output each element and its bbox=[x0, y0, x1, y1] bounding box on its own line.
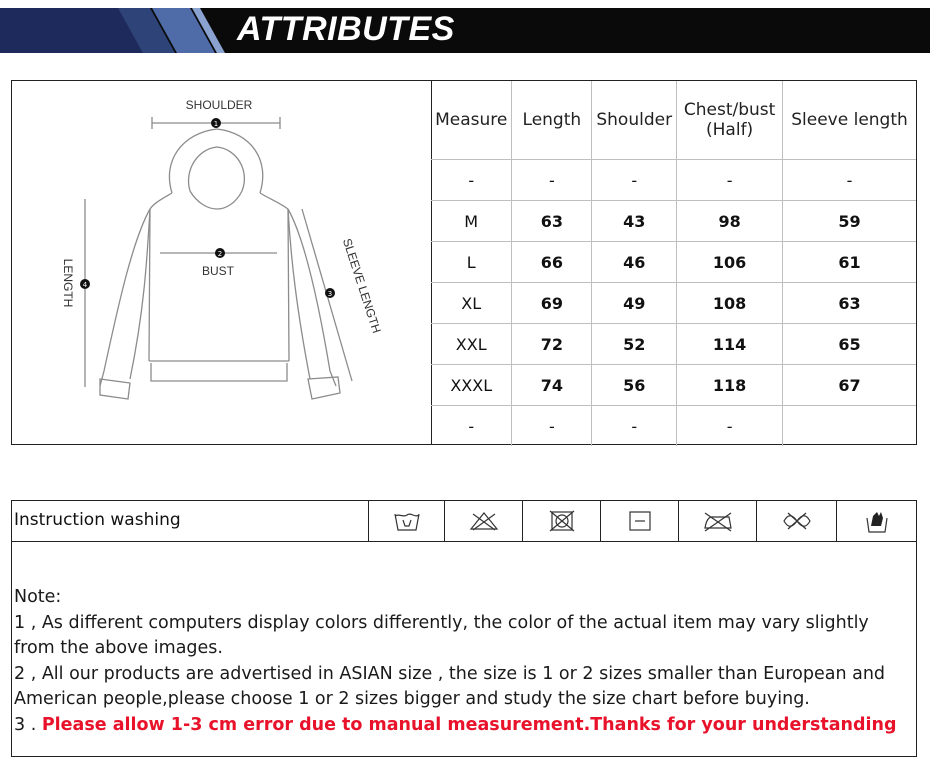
label-sleeve-length: SLEEVE LENGTH bbox=[339, 236, 384, 335]
svg-text:1: 1 bbox=[213, 120, 219, 128]
cell: - bbox=[592, 160, 677, 201]
cell: XXXL bbox=[431, 365, 512, 406]
cell: - bbox=[512, 160, 592, 201]
table-row bbox=[431, 160, 916, 201]
cell: - bbox=[431, 406, 512, 447]
header-chest-bust: Chest/bust (Half) bbox=[677, 81, 783, 160]
cell: 106 bbox=[677, 242, 783, 283]
cell: 46 bbox=[592, 242, 677, 283]
cell: XL bbox=[431, 283, 512, 324]
size-table bbox=[431, 81, 916, 446]
cell: - bbox=[512, 406, 592, 447]
note-2: 2 , All our products are advertised in ASIAN size , the size is 1 or 2 sizes smaller than European and American people,please choose 1 or 2 sizes bigger and study the size chart before buying. bbox=[14, 663, 886, 709]
hand-wash-icon bbox=[368, 501, 445, 541]
no-tumble-dry-icon bbox=[522, 501, 601, 541]
note-3-prefix: 3 . bbox=[14, 714, 42, 735]
cell: - bbox=[677, 406, 783, 447]
notes-title: Note: bbox=[14, 587, 62, 607]
note-3 bbox=[14, 713, 914, 739]
table-row bbox=[431, 406, 916, 447]
table-row bbox=[431, 242, 916, 283]
banner-title: ATTRIBUTES bbox=[237, 10, 455, 48]
cell: 72 bbox=[512, 324, 592, 365]
table-row bbox=[431, 283, 916, 324]
hoodie-diagram bbox=[12, 81, 432, 444]
table-row bbox=[431, 365, 916, 406]
cell: 61 bbox=[783, 242, 916, 283]
cell: XXL bbox=[431, 324, 512, 365]
svg-text:2: 2 bbox=[217, 250, 223, 258]
cell: 52 bbox=[592, 324, 677, 365]
dry-flat-icon bbox=[600, 501, 679, 541]
label-length: LENGTH bbox=[61, 258, 75, 308]
cell: 43 bbox=[592, 201, 677, 242]
banner-stripes bbox=[0, 8, 230, 53]
cell: 67 bbox=[783, 365, 916, 406]
cell: - bbox=[431, 160, 512, 201]
cell: 98 bbox=[677, 201, 783, 242]
cell: - bbox=[677, 160, 783, 201]
cell: 74 bbox=[512, 365, 592, 406]
size-chart bbox=[11, 80, 917, 445]
do-not-wring-icon bbox=[836, 501, 917, 541]
label-bust: BUST bbox=[201, 264, 235, 278]
cell: 56 bbox=[592, 365, 677, 406]
table-row bbox=[431, 324, 916, 365]
wash-label: Instruction washing bbox=[14, 510, 181, 530]
cell: - bbox=[592, 406, 677, 447]
header-measure: Measure bbox=[431, 81, 512, 160]
cell: 63 bbox=[783, 283, 916, 324]
label-shoulder: SHOULDER bbox=[185, 98, 253, 112]
cell: 118 bbox=[677, 365, 783, 406]
no-iron-icon bbox=[678, 501, 757, 541]
header-length: Length bbox=[512, 81, 592, 160]
cell: 65 bbox=[783, 324, 916, 365]
cell: 59 bbox=[783, 201, 916, 242]
cell: 69 bbox=[512, 283, 592, 324]
note-3-warning: Please allow 1-3 cm error due to manual measurement.Thanks for your understanding bbox=[41, 714, 897, 735]
cell: - bbox=[783, 160, 916, 201]
cell: M bbox=[431, 201, 512, 242]
cell: 66 bbox=[512, 242, 592, 283]
cell: 108 bbox=[677, 283, 783, 324]
hoodie-illustration bbox=[12, 81, 431, 444]
wash-instruction-row bbox=[12, 501, 916, 542]
cell: 49 bbox=[592, 283, 677, 324]
header-shoulder: Shoulder bbox=[592, 81, 677, 160]
cell: 114 bbox=[677, 324, 783, 365]
cell: L bbox=[431, 242, 512, 283]
table-row bbox=[431, 201, 916, 242]
size-table-header bbox=[431, 81, 916, 160]
svg-text:3: 3 bbox=[327, 290, 333, 298]
note-1: 1 , As different computers display colors differently, the color of the actual item may vary slightly from the above images. bbox=[14, 612, 869, 658]
svg-text:4: 4 bbox=[82, 281, 88, 289]
header-sleeve-length: Sleeve length bbox=[783, 81, 916, 160]
notes-section bbox=[14, 585, 914, 738]
section-banner bbox=[0, 8, 930, 53]
no-bleach-icon bbox=[444, 501, 523, 541]
care-and-notes bbox=[11, 500, 917, 757]
cell bbox=[783, 406, 916, 447]
cell: 63 bbox=[512, 201, 592, 242]
no-dry-clean-icon bbox=[756, 501, 837, 541]
